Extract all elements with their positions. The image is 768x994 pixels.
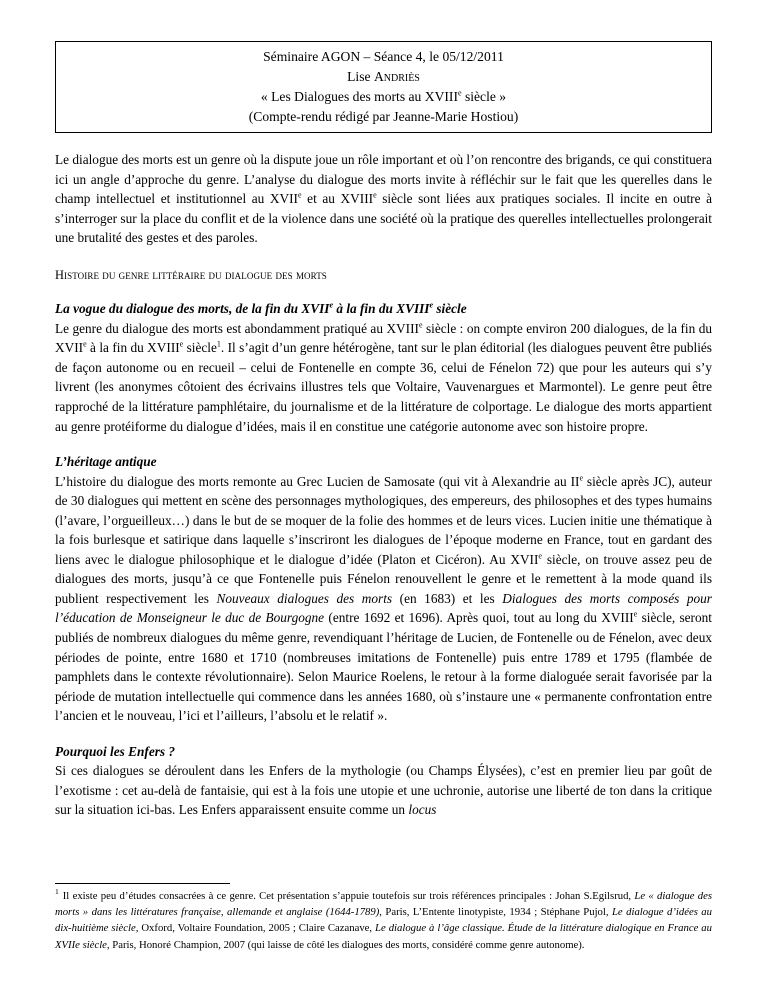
main-content — [55, 150, 712, 820]
text: siècle, on trouve assez peu de dialogues des morts, jusqu’à ce que Fontenelle puis Fénelon renouvellent le genre et le remettent à la mode quand ils publient respectivement les — [55, 551, 712, 606]
text: L’histoire du dialogue des morts remonte au Grec Lucien de Samosate (qui vit à Alexandrie au II — [55, 473, 580, 489]
text: Il existe peu d’études consacrées à ce genre. Cet présentation s’appuie toutefois sur trois références principales : Johan S.Egilsrud, — [62, 890, 635, 902]
book-title: Dialogues des morts composés pour l’éducation de Monseigneur le duc de Bourgogne — [55, 590, 712, 626]
subhead-text: à la fin du XVIII — [333, 301, 430, 317]
text: Le genre du dialogue des morts est abondamment pratiqué au XVIII — [55, 320, 419, 336]
footnote — [55, 888, 712, 953]
talk-title-text: « Les Dialogues des morts au XVIII — [260, 89, 458, 104]
subsection-title-heritage: L’héritage antique — [55, 454, 157, 470]
text: , Paris, Honoré Champion, 2007 (qui laisse de côté les dialogues des morts, considéré comme genre autonome). — [106, 938, 585, 951]
text: (en 1683) et les — [392, 590, 503, 606]
intro-text: Le dialogue des morts est un genre où la dispute joue un rôle important et où l’on rencontre des brigands, ce qui constituera ici un angle d’approche du genre. L’analyse du dialogue des morts invite à réfléchir sur le fait que les querelles dans le champ intellectuel et institutionnel au XVII — [55, 152, 712, 207]
subsection-title-enfers: Pourquoi les Enfers ? — [55, 743, 176, 759]
subhead-text: La vogue du dialogue des morts, de la fin du XVII — [55, 301, 330, 317]
talk-title — [56, 87, 711, 107]
superscript: e — [538, 551, 542, 561]
book-title: Le dialogue d’idées au dix-huitième siècle — [55, 906, 712, 935]
superscript: e — [179, 339, 184, 349]
author-line — [56, 67, 711, 87]
superscript: e — [429, 300, 434, 310]
footnote-mark: 1 — [55, 887, 59, 897]
text: , Paris, L’Entente linotypiste, 1934 ; Stéphane Pujol, — [379, 906, 612, 919]
text: siècle — [183, 340, 217, 356]
superscript: e — [83, 339, 87, 349]
paragraph-enfers — [55, 761, 712, 820]
paragraph-heritage — [55, 472, 712, 726]
footnote-separator — [55, 883, 230, 884]
book-title: Le « dialogue des morts » dans les littératures française, allemande et anglaise (1644-1789) — [55, 890, 713, 919]
book-title: Le dialogue à l’âge classique. Étude de la littérature dialogique en France au XVIIe siècle — [55, 922, 712, 951]
subhead-text: siècle — [433, 301, 467, 317]
seminar-line: Séminaire AGON – Séance 4, le 05/12/2011 — [263, 49, 504, 64]
text: Si ces dialogues se déroulent dans les Enfers de la mythologie (ou Champs Élysées), c’est en premier lieu par goût de l’exotisme : cet au-delà de fantaisie, qui est à la fois une utopie et une uchronie, autorise une liberté de ton dans la critique sur la situation ici-bas. Les Enfers apparaissent ensuite comme un — [55, 763, 712, 818]
intro-text-end: siècle sont liées aux pratiques sociales. Il incite en outre à s’interroger sur la place du conflit et de la violence dans une société où la pratique des querelles intellectuelles prolongerait une brutalité des gestes et des paroles. — [55, 191, 713, 246]
book-title: Nouveaux dialogues des morts — [216, 590, 393, 606]
intro-paragraph — [55, 150, 712, 248]
reporter-line: (Compte-rendu rédigé par Jeanne-Marie Hostiou) — [248, 109, 519, 124]
author-first-name: Lise — [347, 69, 371, 84]
footnote-reference[interactable]: 1 — [216, 339, 221, 349]
superscript: e — [298, 190, 302, 200]
text: siècle après JC), auteur de 30 dialogues qui mettent en scène des personnages mythologiques, des empereurs, des philosophes et des types humains (l’avare, l’orgueilleux…) dans le but de se moquer de la folie des hommes et de leurs vices. Lucien initie une thématique à la fois burlesque et satirique dans laquelle s’inscriront les dialogues de l’époque moderne en France, tout en gardant des liens avec le dialogue philosophique et le dialogue d’idée (Platon et Cicéron). Au XVII — [55, 473, 713, 567]
subsection-title-vogue — [55, 299, 712, 319]
paragraph-vogue — [55, 319, 712, 436]
superscript: e — [418, 320, 423, 330]
spacer — [55, 726, 712, 742]
footnote-1 — [55, 888, 712, 953]
section-title: Histoire du genre littéraire du dialogue des morts — [55, 267, 327, 282]
talk-title-text-end: siècle » — [461, 89, 507, 104]
superscript: e — [373, 190, 377, 200]
text: , Oxford, Voltaire Foundation, 2005 ; Claire Cazanave, — [135, 922, 376, 935]
text: siècle, seront publiés de nombreux dialogues du même genre, revendiquant l’héritage de Lucien, de Fontenelle ou de Fénelon, avec deux périodes de pointe, entre 1680 et 1710 (nombreuses imitations de Fontenelle) puis entre 1789 et 1795 (flambée de pamphlets dans le contexte révolutionnaire). Selon Maurice Roelens, le retour à la forme dialoguée serait favorisée par la période de mutation intellectuelle qui commence dans les années 1680, où s’instaure une « permanente confrontation entre l’ancien et le nouveau, l’ici et l’ailleurs, l’absolu et le relatif ». — [55, 610, 712, 724]
italic-term: locus — [408, 802, 437, 818]
superscript: e — [457, 88, 462, 98]
superscript: e — [579, 473, 583, 483]
intro-text-mid: et au XVIII — [301, 191, 374, 207]
header-box — [55, 41, 712, 133]
text: siècle : on compte environ 200 dialogues, de la fin du XVII — [55, 320, 712, 356]
text: . Il s’agit d’un genre hétérogène, tant sur le plan éditorial (les dialogues peuvent être publiés de façon autonome ou en recueil – celui de Fontenelle en compte 36, celui de Fénelon 72) que pour les auteurs qui s’y livrent (les anonymes côtoient des écrivains illustres tels que Voltaire, Vauvenargues et Marmontel). Le genre peut être rapproché de la littérature pamphlétaire, du journalisme et de la littérature de colportage. Le dialogue des morts appartient au genre protéiforme du dialogue d’idées, mais il en constitue une catégorie autonome avec son histoire propre. — [55, 340, 712, 434]
superscript: e — [329, 300, 334, 310]
spacer — [55, 436, 712, 452]
superscript: e — [633, 610, 638, 620]
text: (entre 1692 et 1696). Après quoi, tout au long du XVIII — [324, 610, 634, 626]
text: à la fin du XVIII — [86, 340, 180, 356]
author-last-name: Andriès — [373, 69, 420, 84]
